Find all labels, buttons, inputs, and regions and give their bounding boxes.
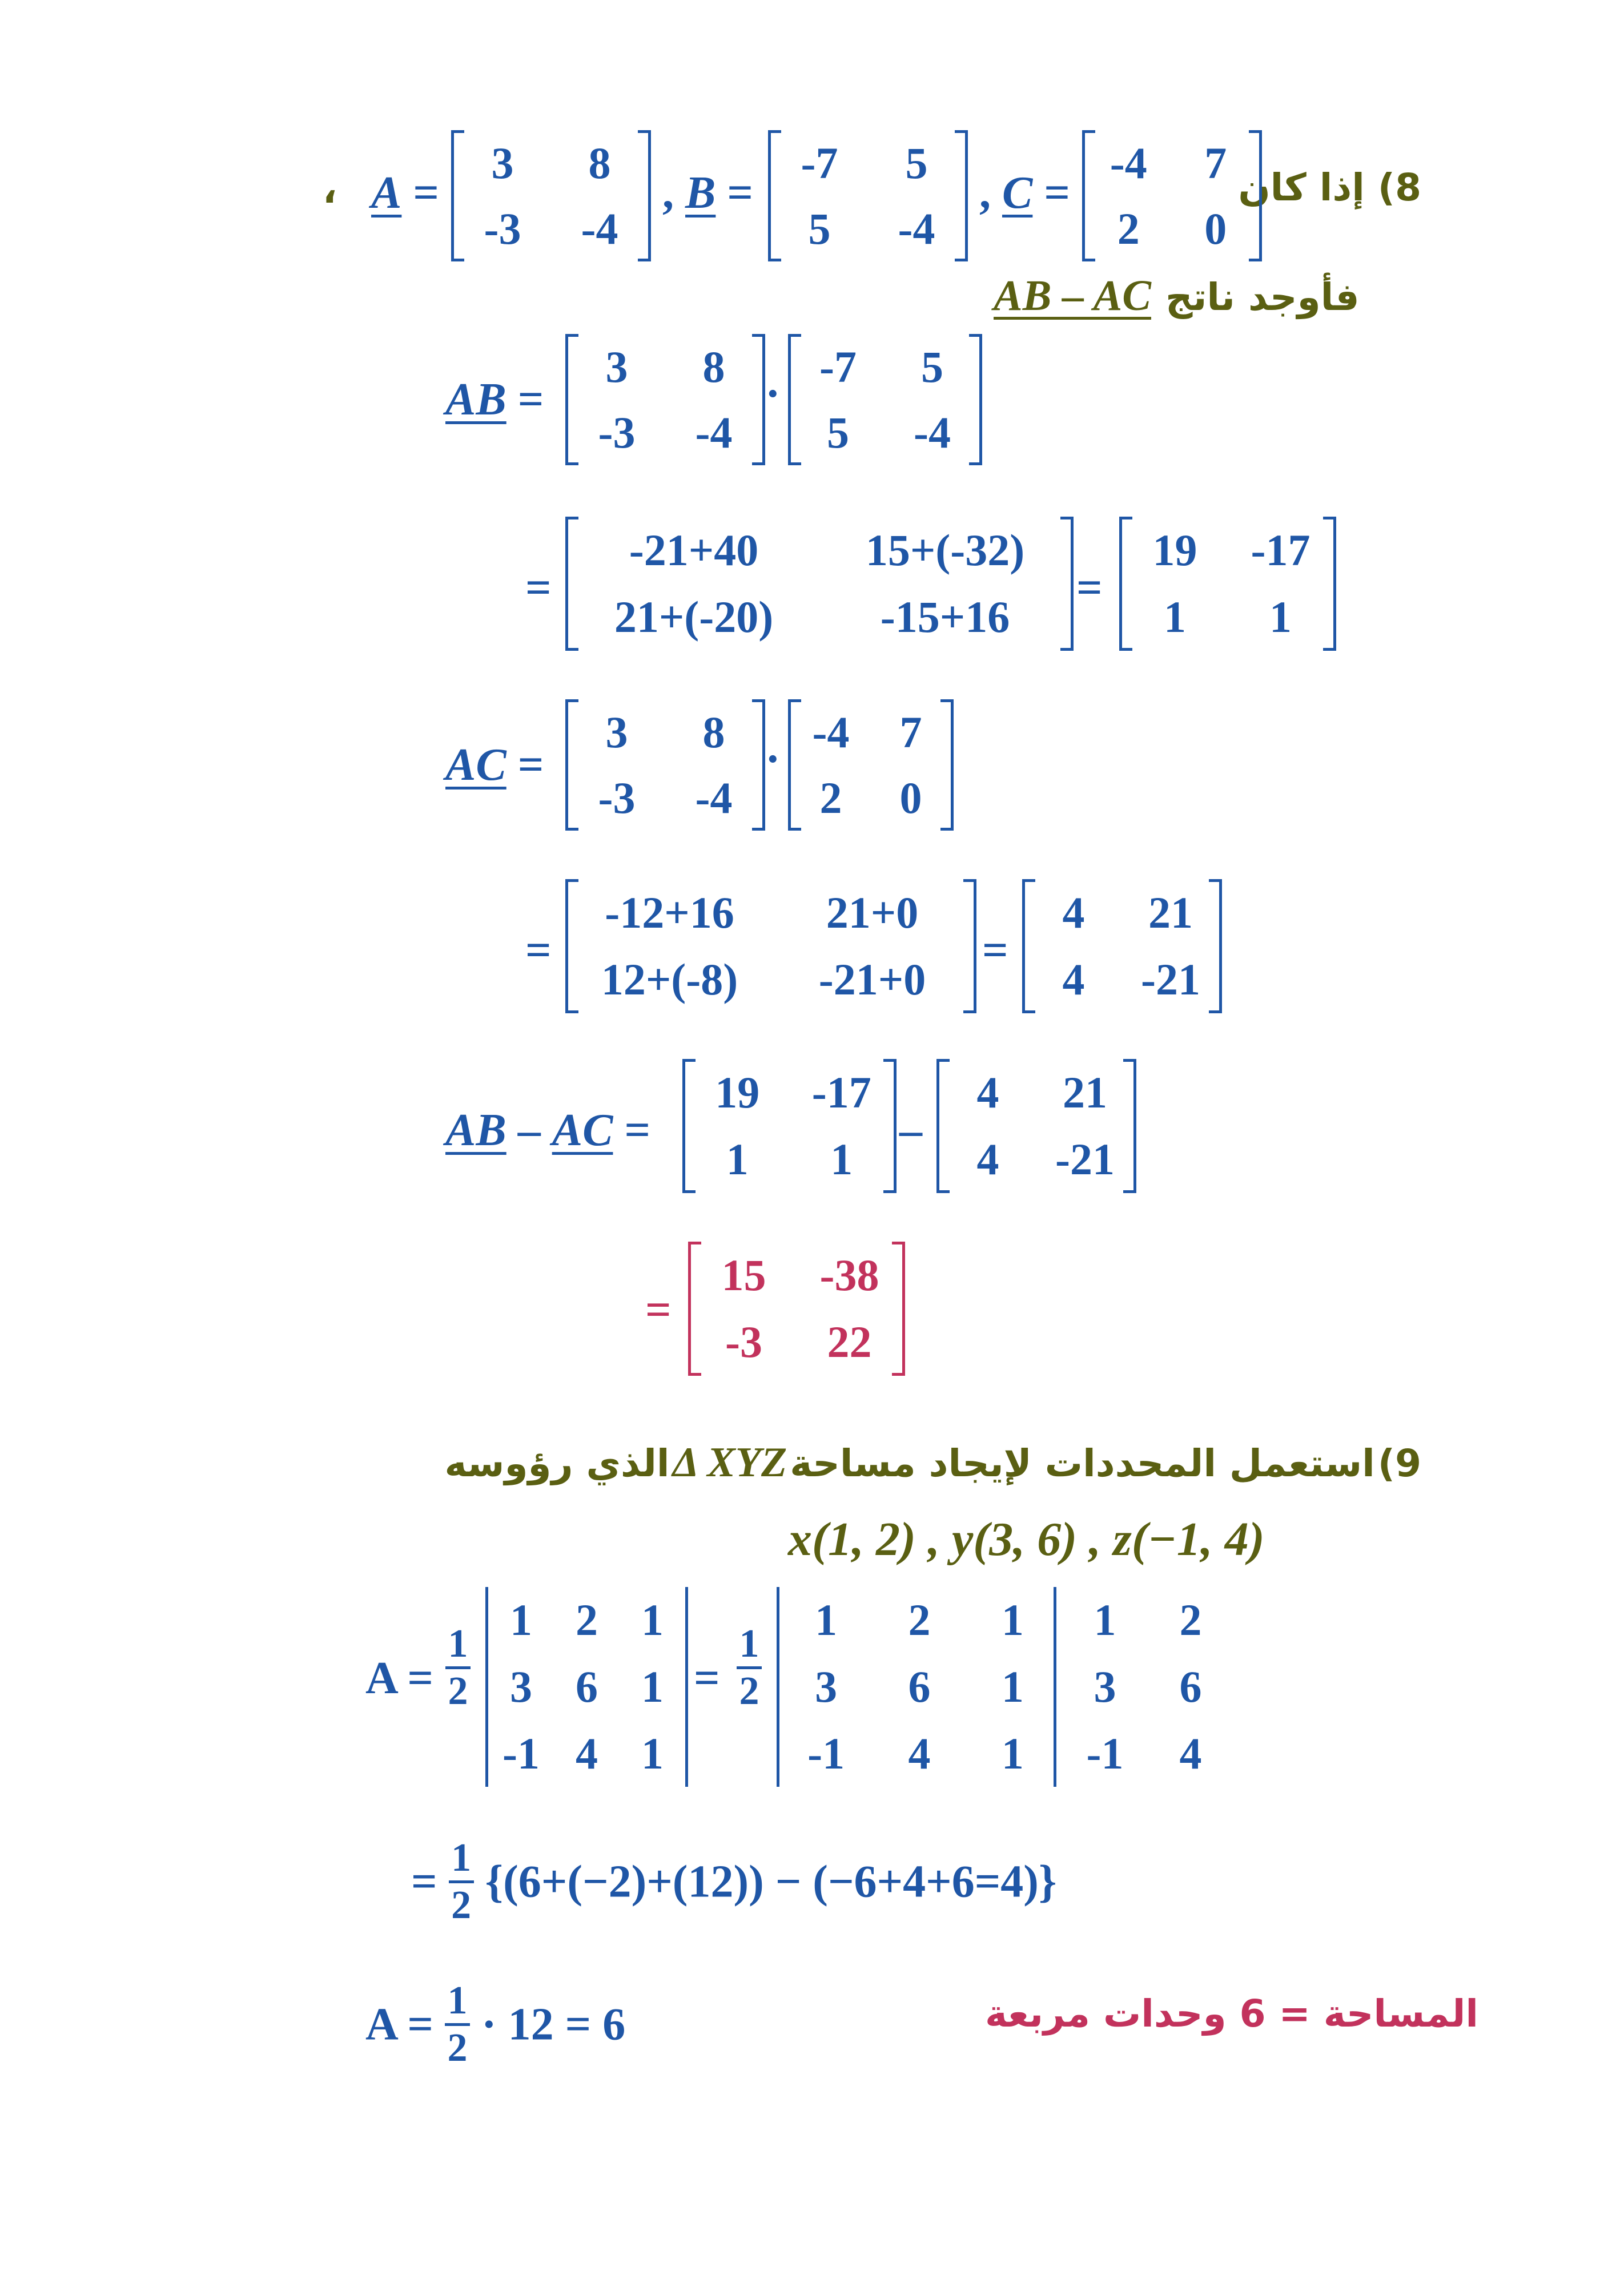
cell: 1 (510, 1595, 532, 1645)
q9-area-eq (365, 1655, 433, 1701)
cell: -3 (725, 1317, 762, 1367)
A-label: A (371, 168, 402, 218)
cell: 7 (899, 707, 922, 757)
A-eq-label: A = (365, 1999, 433, 2050)
B-cell: 5 (905, 138, 928, 188)
cell: 4 (1062, 954, 1085, 1005)
AB-expand-matrix (565, 517, 1074, 651)
AC-expand-cells (568, 879, 974, 1013)
cell: 3 (815, 1661, 838, 1711)
eq-sign-final: = (645, 1285, 672, 1335)
cell: 4 (976, 1067, 999, 1117)
cell: 22 (827, 1317, 872, 1367)
C-cell: 2 (1117, 203, 1140, 253)
cell: 1 (1001, 1595, 1024, 1645)
sub-matrix-AC (936, 1059, 1136, 1193)
cell: 8 (702, 707, 725, 757)
area-answer: المساحة = 6 وحدات مربعة (985, 1992, 1478, 2036)
cell: 21+(-20) (614, 592, 774, 642)
AC-matrix-A-cells (568, 699, 762, 831)
matrix-C (1082, 130, 1262, 261)
frac-den: 2 (451, 1883, 472, 1927)
q9-triangle: Δ XYZ (672, 1439, 787, 1486)
cell: -4 (695, 772, 733, 823)
cell: 1 (641, 1728, 664, 1778)
calc-line: = 1 2 {(6+(−2)+(12)) − (−6+4+6=4)} (411, 1836, 1057, 1927)
cell: 6 (1179, 1661, 1202, 1711)
cell: -3 (598, 772, 636, 823)
AB-matrix-B (788, 334, 982, 465)
cell: 5 (921, 341, 943, 392)
cell: -1 (503, 1728, 540, 1778)
A-cell: -4 (581, 203, 618, 253)
cell: 4 (1179, 1728, 1202, 1778)
cell: 6 (576, 1661, 598, 1711)
frac-num: 1 (448, 1622, 468, 1666)
cell: -1 (807, 1728, 845, 1778)
AB-label: AB (445, 374, 507, 425)
q8-find-line (994, 272, 1360, 320)
C-cell: -4 (1110, 138, 1147, 188)
C-cell: 7 (1204, 138, 1227, 188)
matrix-C-cells (1085, 130, 1259, 261)
calc-expression: {(6+(−2)+(12)) − (−6+4+6=4)} (485, 1856, 1057, 1907)
q8-B-eq: , B = (662, 168, 753, 218)
final-cells (691, 1242, 902, 1376)
cell: 2 (819, 772, 842, 823)
B-cell: -7 (801, 138, 838, 188)
eq-sign: = (525, 563, 552, 613)
cell: 21 (1148, 887, 1193, 937)
final-area-line (365, 1981, 625, 2068)
q9-number: 9) (1377, 1441, 1421, 1485)
cell: -38 (819, 1250, 879, 1300)
AC-eq: AC = (445, 740, 544, 790)
matrix-B-cells (771, 130, 965, 261)
AC-label: AC (445, 740, 507, 790)
eq-sign: = (694, 1653, 720, 1703)
dot-operator: · (765, 734, 781, 784)
cell: -12+16 (605, 887, 734, 937)
cell: 1 (1094, 1595, 1116, 1645)
cell: -21+40 (629, 525, 759, 575)
q8-comma: ، (323, 168, 337, 212)
cell: 1 (1001, 1661, 1024, 1711)
cell: -21+0 (818, 954, 926, 1005)
cell: 1 (830, 1134, 853, 1185)
determinant-2 (777, 1587, 1059, 1787)
extension-columns (1062, 1587, 1233, 1787)
AB-expand-cells (568, 517, 1071, 651)
det2-cells (779, 1587, 1059, 1787)
q8-A-eq: A = (371, 168, 439, 218)
eq-sign: = (525, 925, 552, 976)
cell: -21 (1055, 1134, 1115, 1185)
cell: -1 (1086, 1728, 1124, 1778)
cell: 4 (976, 1134, 999, 1185)
AC-matrix-C (788, 699, 954, 831)
cell: 1 (726, 1134, 749, 1185)
cell: 1 (1164, 592, 1186, 642)
AB-matrix-A-cells (568, 334, 762, 465)
B-label: B (685, 168, 716, 218)
AC-result-matrix (1022, 879, 1222, 1013)
AB-minus-AC-eq: AB – AC = (445, 1105, 651, 1155)
cell: 8 (702, 341, 725, 392)
cell: 21+0 (826, 887, 919, 937)
det1-cells (488, 1587, 685, 1787)
cell: -17 (1251, 525, 1311, 575)
q9-question (445, 1441, 1421, 1484)
q9-text-after: الذي رؤوسه (444, 1441, 670, 1485)
cell: 21 (1063, 1067, 1107, 1117)
cell: 1 (1269, 592, 1292, 642)
minus-operator: – (899, 1105, 922, 1155)
matrix-B (768, 130, 968, 261)
A-cell: 8 (588, 138, 611, 188)
AC-matrix-C-cells (791, 699, 951, 831)
AB-eq: AB = (445, 374, 544, 425)
AB-matrix-B-cells (791, 334, 979, 465)
A-eq-label: A = (365, 1653, 433, 1703)
cell: -4 (914, 407, 951, 457)
cell: -7 (819, 341, 857, 392)
AB-result-cells (1122, 517, 1333, 651)
cell: -4 (695, 407, 733, 457)
cell: 3 (605, 341, 628, 392)
final-matrix (688, 1242, 905, 1376)
frac-num: 1 (451, 1836, 472, 1880)
AB-label: AB (445, 1105, 507, 1155)
cell: 4 (576, 1728, 598, 1778)
A-cell: -3 (484, 203, 521, 253)
B-cell: 5 (808, 203, 831, 253)
dot-operator: · (765, 369, 781, 419)
cell: 3 (1094, 1661, 1116, 1711)
cell: 15+(-32) (865, 525, 1025, 575)
matrix-A-cells (454, 130, 648, 261)
cell: 2 (908, 1595, 931, 1645)
matrix-A (451, 130, 651, 261)
A-cell: 3 (491, 138, 514, 188)
cell: 5 (827, 407, 849, 457)
q9-text-before: استعمل المحددات لإيجاد مساحة (790, 1441, 1375, 1485)
cell: 12+(-8) (601, 954, 738, 1005)
sub-AB-cells (685, 1059, 894, 1193)
cell: 15 (721, 1250, 766, 1300)
cell: 0 (899, 772, 922, 823)
cell: 1 (815, 1595, 838, 1645)
AC-expand-matrix (565, 879, 976, 1013)
q8-C-eq: , C = (979, 168, 1070, 218)
frac-num: 1 (447, 1979, 468, 2023)
AC-result-cells (1025, 879, 1219, 1013)
cell: 3 (605, 707, 628, 757)
sub-matrix-AB (682, 1059, 897, 1193)
cell: 2 (1179, 1595, 1202, 1645)
half-fraction-2 (737, 1624, 762, 1711)
cell: -17 (811, 1067, 871, 1117)
C-label: C (1002, 168, 1033, 218)
ext-cells (1062, 1587, 1233, 1787)
cell: -3 (598, 407, 636, 457)
divider-line (1054, 1587, 1056, 1787)
q8-find-text: فأوجد ناتج (1165, 275, 1360, 319)
final-area-expr: · 12 = 6 (481, 1999, 626, 2050)
q8-find-expr: AB – AC (994, 272, 1151, 320)
determinant-1 (485, 1587, 688, 1787)
C-cell: 0 (1204, 203, 1227, 253)
cell: 1 (641, 1661, 664, 1711)
AC-matrix-A (565, 699, 765, 831)
cell: -4 (812, 707, 850, 757)
eq-sign: = (1076, 563, 1103, 613)
eq-sign: = (982, 925, 1008, 976)
sub-AC-cells (939, 1059, 1133, 1193)
AB-result-matrix (1119, 517, 1336, 651)
AC-label: AC (552, 1105, 613, 1155)
frac-den: 2 (448, 1669, 468, 1713)
cell: 4 (908, 1728, 931, 1778)
cell: 1 (1001, 1728, 1024, 1778)
half-fraction (445, 1624, 471, 1711)
q8-number: 8) (1377, 166, 1421, 210)
cell: 6 (908, 1661, 931, 1711)
cell: 4 (1062, 887, 1085, 937)
cell: 1 (641, 1595, 664, 1645)
cell: 2 (576, 1595, 598, 1645)
AB-matrix-A (565, 334, 765, 465)
cell: 19 (715, 1067, 760, 1117)
cell: 3 (510, 1661, 532, 1711)
frac-den: 2 (739, 1669, 759, 1713)
frac-den: 2 (447, 2026, 468, 2070)
cell: 19 (1152, 525, 1197, 575)
q8-if-text (1238, 166, 1421, 210)
q8-if-word: إذا كان (1238, 166, 1365, 210)
frac-num: 1 (739, 1622, 759, 1666)
B-cell: -4 (898, 203, 935, 253)
q9-vertices: x(1, 2) , y(3, 6) , z(−1, 4) (788, 1513, 1265, 1566)
cell: -21 (1141, 954, 1200, 1005)
cell: -15+16 (880, 592, 1010, 642)
